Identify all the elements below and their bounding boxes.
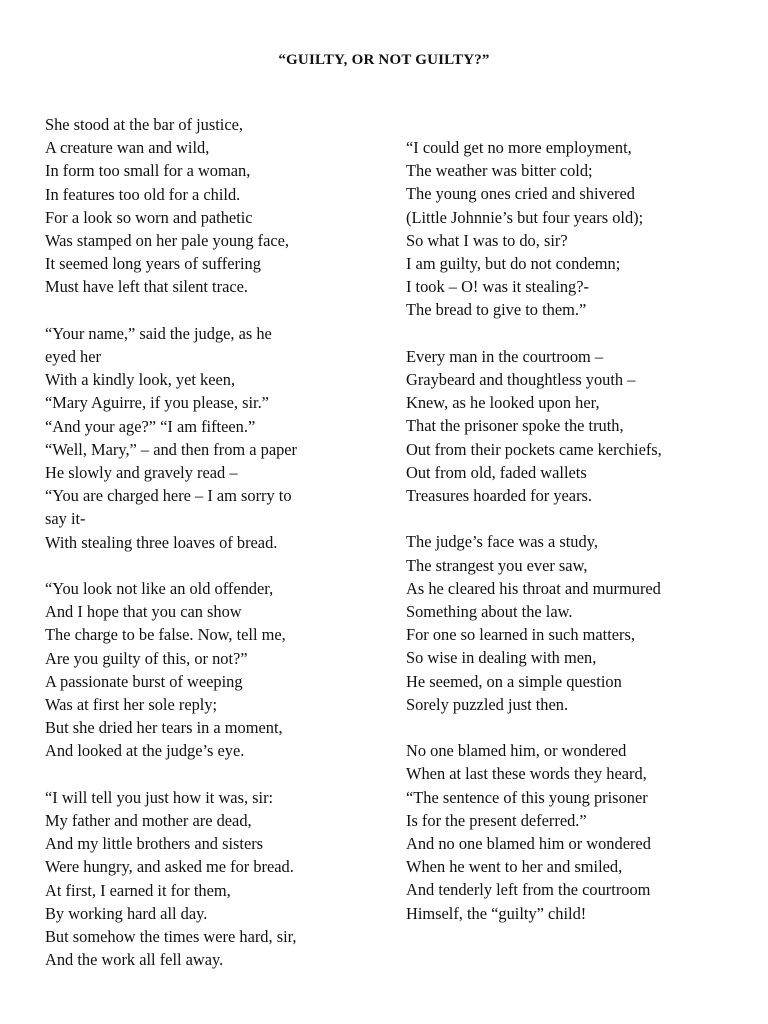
poem-line: A passionate burst of weeping (45, 671, 243, 691)
poem-line: But somehow the times were hard, sir, (45, 927, 297, 947)
poem-line: say it- (45, 509, 86, 529)
poem-line: As he cleared his throat and murmured (406, 578, 661, 598)
poem-line: The bread to give to them.” (406, 300, 587, 320)
poem-line: I took – O! was it stealing?- (406, 277, 589, 297)
poem-line: When at last these words they heard, (406, 764, 647, 784)
poem-line: By working hard all day. (45, 903, 208, 923)
poem-line: Out from old, faded wallets (406, 462, 587, 482)
poem-line: Out from their pockets came kerchiefs, (406, 439, 662, 459)
poem-line: The charge to be false. Now, tell me, (45, 625, 286, 645)
poem-line: Is for the present deferred.” (406, 810, 587, 830)
stanza (45, 786, 375, 972)
poem-line: At first, I earned it for them, (45, 880, 231, 900)
poem-line: eyed her (45, 347, 101, 367)
poem-title: “GUILTY, OR NOT GUILTY?” (278, 52, 490, 68)
poem-line: The young ones cried and shivered (406, 184, 635, 204)
poem-line: He seemed, on a simple question (406, 671, 622, 691)
stanza (406, 530, 746, 716)
poem-line: Was at first her sole reply; (45, 695, 218, 715)
poem-line: And tenderly left from the courtroom (406, 880, 651, 900)
poem-line: I am guilty, but do not condemn; (406, 254, 621, 274)
poem-line: “You are charged here – I am sorry to (45, 486, 292, 506)
poem-line: In form too small for a woman, (45, 161, 251, 181)
poem-line: And looked at the judge’s eye. (45, 741, 245, 761)
poem-line: Must have left that silent trace. (45, 277, 248, 297)
poem-line: When he went to her and smiled, (406, 857, 623, 877)
poem-line: “I will tell you just how it was, sir: (45, 787, 274, 807)
poem-line: For one so learned in such matters, (406, 625, 635, 645)
poem-line: The judge’s face was a study, (406, 532, 598, 552)
poem-line: My father and mother are dead, (45, 811, 252, 831)
stanza (406, 136, 746, 322)
poem-line: (Little Johnnie’s but four years old); (406, 207, 644, 227)
poem-line: Graybeard and thoughtless youth – (406, 370, 636, 390)
poem-line: “I could get no more employment, (406, 138, 632, 157)
poem-line: And my little brothers and sisters (45, 834, 264, 854)
poem-line: Sorely puzzled just then. (406, 694, 569, 714)
poem-line: Himself, the “guilty” child! (406, 903, 587, 923)
poem-line: Were hungry, and asked me for bread. (45, 857, 294, 877)
poem-line: “And your age?” “I am fifteen.” (45, 416, 256, 436)
poem-line: “You look not like an old offender, (45, 579, 274, 599)
poem-line: “Mary Aguirre, if you please, sir.” (45, 393, 269, 413)
poem-line: No one blamed him, or wondered (406, 741, 627, 761)
poem-line: Knew, as he looked upon her, (406, 393, 600, 413)
poem-line: So what I was to do, sir? (406, 230, 568, 250)
poem-line: But she dried her tears in a moment, (45, 718, 283, 738)
poem-line: The strangest you ever saw, (406, 555, 588, 575)
poem-line: For a look so worn and pathetic (45, 207, 253, 227)
poem-line: “The sentence of this young prisoner (406, 787, 648, 807)
stanza (45, 322, 375, 554)
poem-line: The weather was bitter cold; (406, 161, 593, 181)
left-column (45, 113, 375, 995)
poem-line: Are you guilty of this, or not?” (45, 648, 248, 668)
poem-line: With stealing three loaves of bread. (45, 532, 278, 552)
right-column (406, 136, 746, 948)
stanza (45, 577, 375, 763)
poem-line: And I hope that you can show (45, 602, 242, 622)
poem-line: Was stamped on her pale young face, (45, 231, 289, 251)
poem-line: With a kindly look, yet keen, (45, 370, 236, 390)
poem-line: So wise in dealing with men, (406, 648, 597, 668)
poem-line: That the prisoner spoke the truth, (406, 416, 624, 436)
poem-line: It seemed long years of suffering (45, 254, 261, 274)
poem-line: In features too old for a child. (45, 184, 241, 204)
stanza (406, 345, 746, 507)
poem-line: He slowly and gravely read – (45, 463, 238, 483)
poem-line: A creature wan and wild, (45, 138, 210, 158)
poem-line: “Well, Mary,” – and then from a paper (45, 439, 298, 459)
poem-line: Every man in the courtroom – (406, 346, 604, 366)
stanza (406, 739, 746, 925)
poem-line: And no one blamed him or wondered (406, 834, 651, 854)
poem-line: Treasures hoarded for years. (406, 486, 593, 506)
poem-line: And the work all fell away. (45, 950, 224, 970)
poem-line: Something about the law. (406, 602, 573, 622)
poem-line: “Your name,” said the judge, as he (45, 323, 272, 343)
poem-line: She stood at the bar of justice, (45, 115, 244, 134)
stanza (45, 113, 375, 299)
